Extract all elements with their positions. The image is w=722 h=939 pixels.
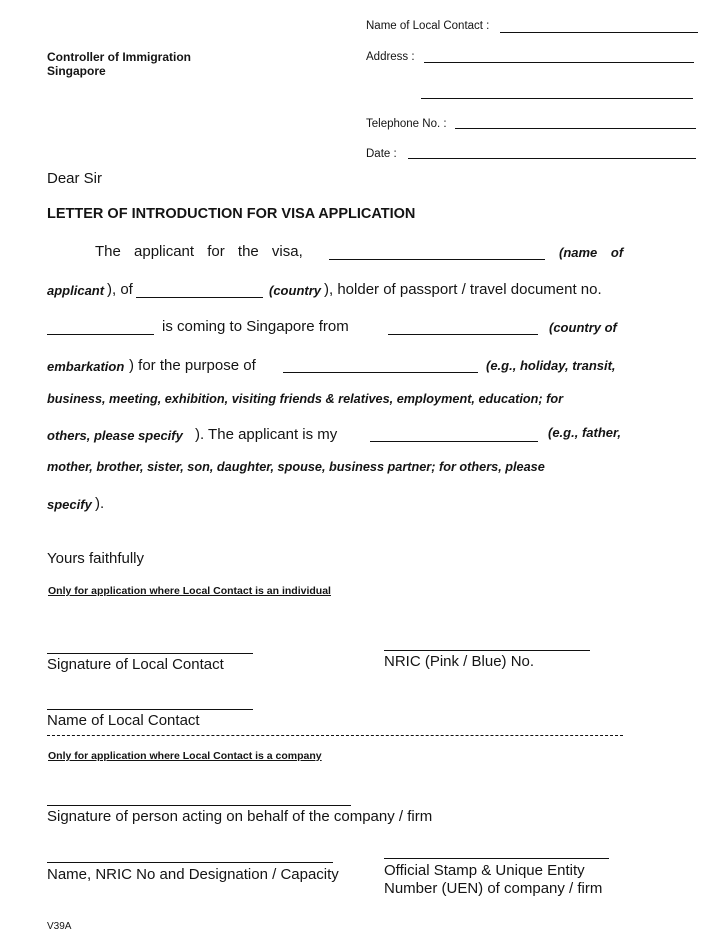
para-l4c: (e.g., holiday, transit, [486,358,616,373]
company-stamp-label-2: Number (UEN) of company / firm [384,880,603,897]
para-l5: business, meeting, exhibition, visiting friends & relatives, employment, education; for [47,392,564,406]
salutation: Dear Sir [47,170,103,187]
para-l1a: The applicant for the visa, [95,243,303,260]
para-l2b: ), of [107,281,133,298]
para-l2c: (country [269,283,321,298]
embarkation-country-field[interactable] [388,334,538,335]
form-code: V39A [47,921,72,932]
contact-address-label: Address : [366,51,415,63]
individual-signature-label: Signature of Local Contact [47,656,224,673]
para-l8b: ). [95,495,105,512]
purpose-field[interactable] [283,372,478,373]
contact-telephone-label: Telephone No. : [366,118,447,130]
company-stamp-label-1: Official Stamp & Unique Entity [384,862,585,879]
para-l8a: specify [47,497,92,512]
contact-name-field[interactable] [500,32,698,33]
company-section-heading: Only for application where Local Contact is a company [48,750,322,762]
para-l1b: (name of [559,245,624,260]
contact-address-field-1[interactable] [424,62,694,63]
para-l3b: (country of [549,320,617,335]
company-name-label: Name, NRIC No and Designation / Capacity [47,866,339,883]
contact-telephone-field[interactable] [455,128,696,129]
para-l2a: applicant [47,283,105,298]
country-field[interactable] [136,297,263,298]
company-name-field[interactable] [47,862,333,863]
para-l6a: others, please specify [47,428,183,443]
contact-name-label: Name of Local Contact : [366,20,490,32]
company-signature-label: Signature of person acting on behalf of the company / firm [47,808,433,825]
para-l7: mother, brother, sister, son, daughter, spouse, business partner; for others, please [47,460,545,474]
para-l2d: ), holder of passport / travel document no. [324,281,602,298]
nric-label: NRIC (Pink / Blue) No. [384,653,535,670]
letter-title: LETTER OF INTRODUCTION FOR VISA APPLICATION [47,206,416,222]
para-l6c: (e.g., father, [548,425,621,440]
passport-number-field[interactable] [47,334,154,335]
relationship-field[interactable] [370,441,538,442]
para-l3a: is coming to Singapore from [162,318,349,335]
contact-date-field[interactable] [408,158,696,159]
company-signature-field[interactable] [47,805,351,806]
applicant-name-field[interactable] [329,259,545,260]
individual-section-heading: Only for application where Local Contact is an individual [48,585,331,597]
para-l6b: ). The applicant is my [195,426,338,443]
individual-signature-field[interactable] [47,653,253,654]
nric-field[interactable] [384,650,590,651]
para-l4b: ) for the purpose of [129,357,256,374]
company-stamp-field[interactable] [384,858,609,859]
para-l4a: embarkation [47,359,125,374]
contact-address-field-2[interactable] [421,98,693,99]
closing: Yours faithfully [47,550,145,567]
recipient-line1: Controller of Immigration [47,50,191,64]
section-divider [47,735,623,736]
individual-name-label: Name of Local Contact [47,712,200,729]
individual-name-field[interactable] [47,709,253,710]
contact-date-label: Date : [366,148,397,160]
recipient-line2: Singapore [47,64,106,78]
